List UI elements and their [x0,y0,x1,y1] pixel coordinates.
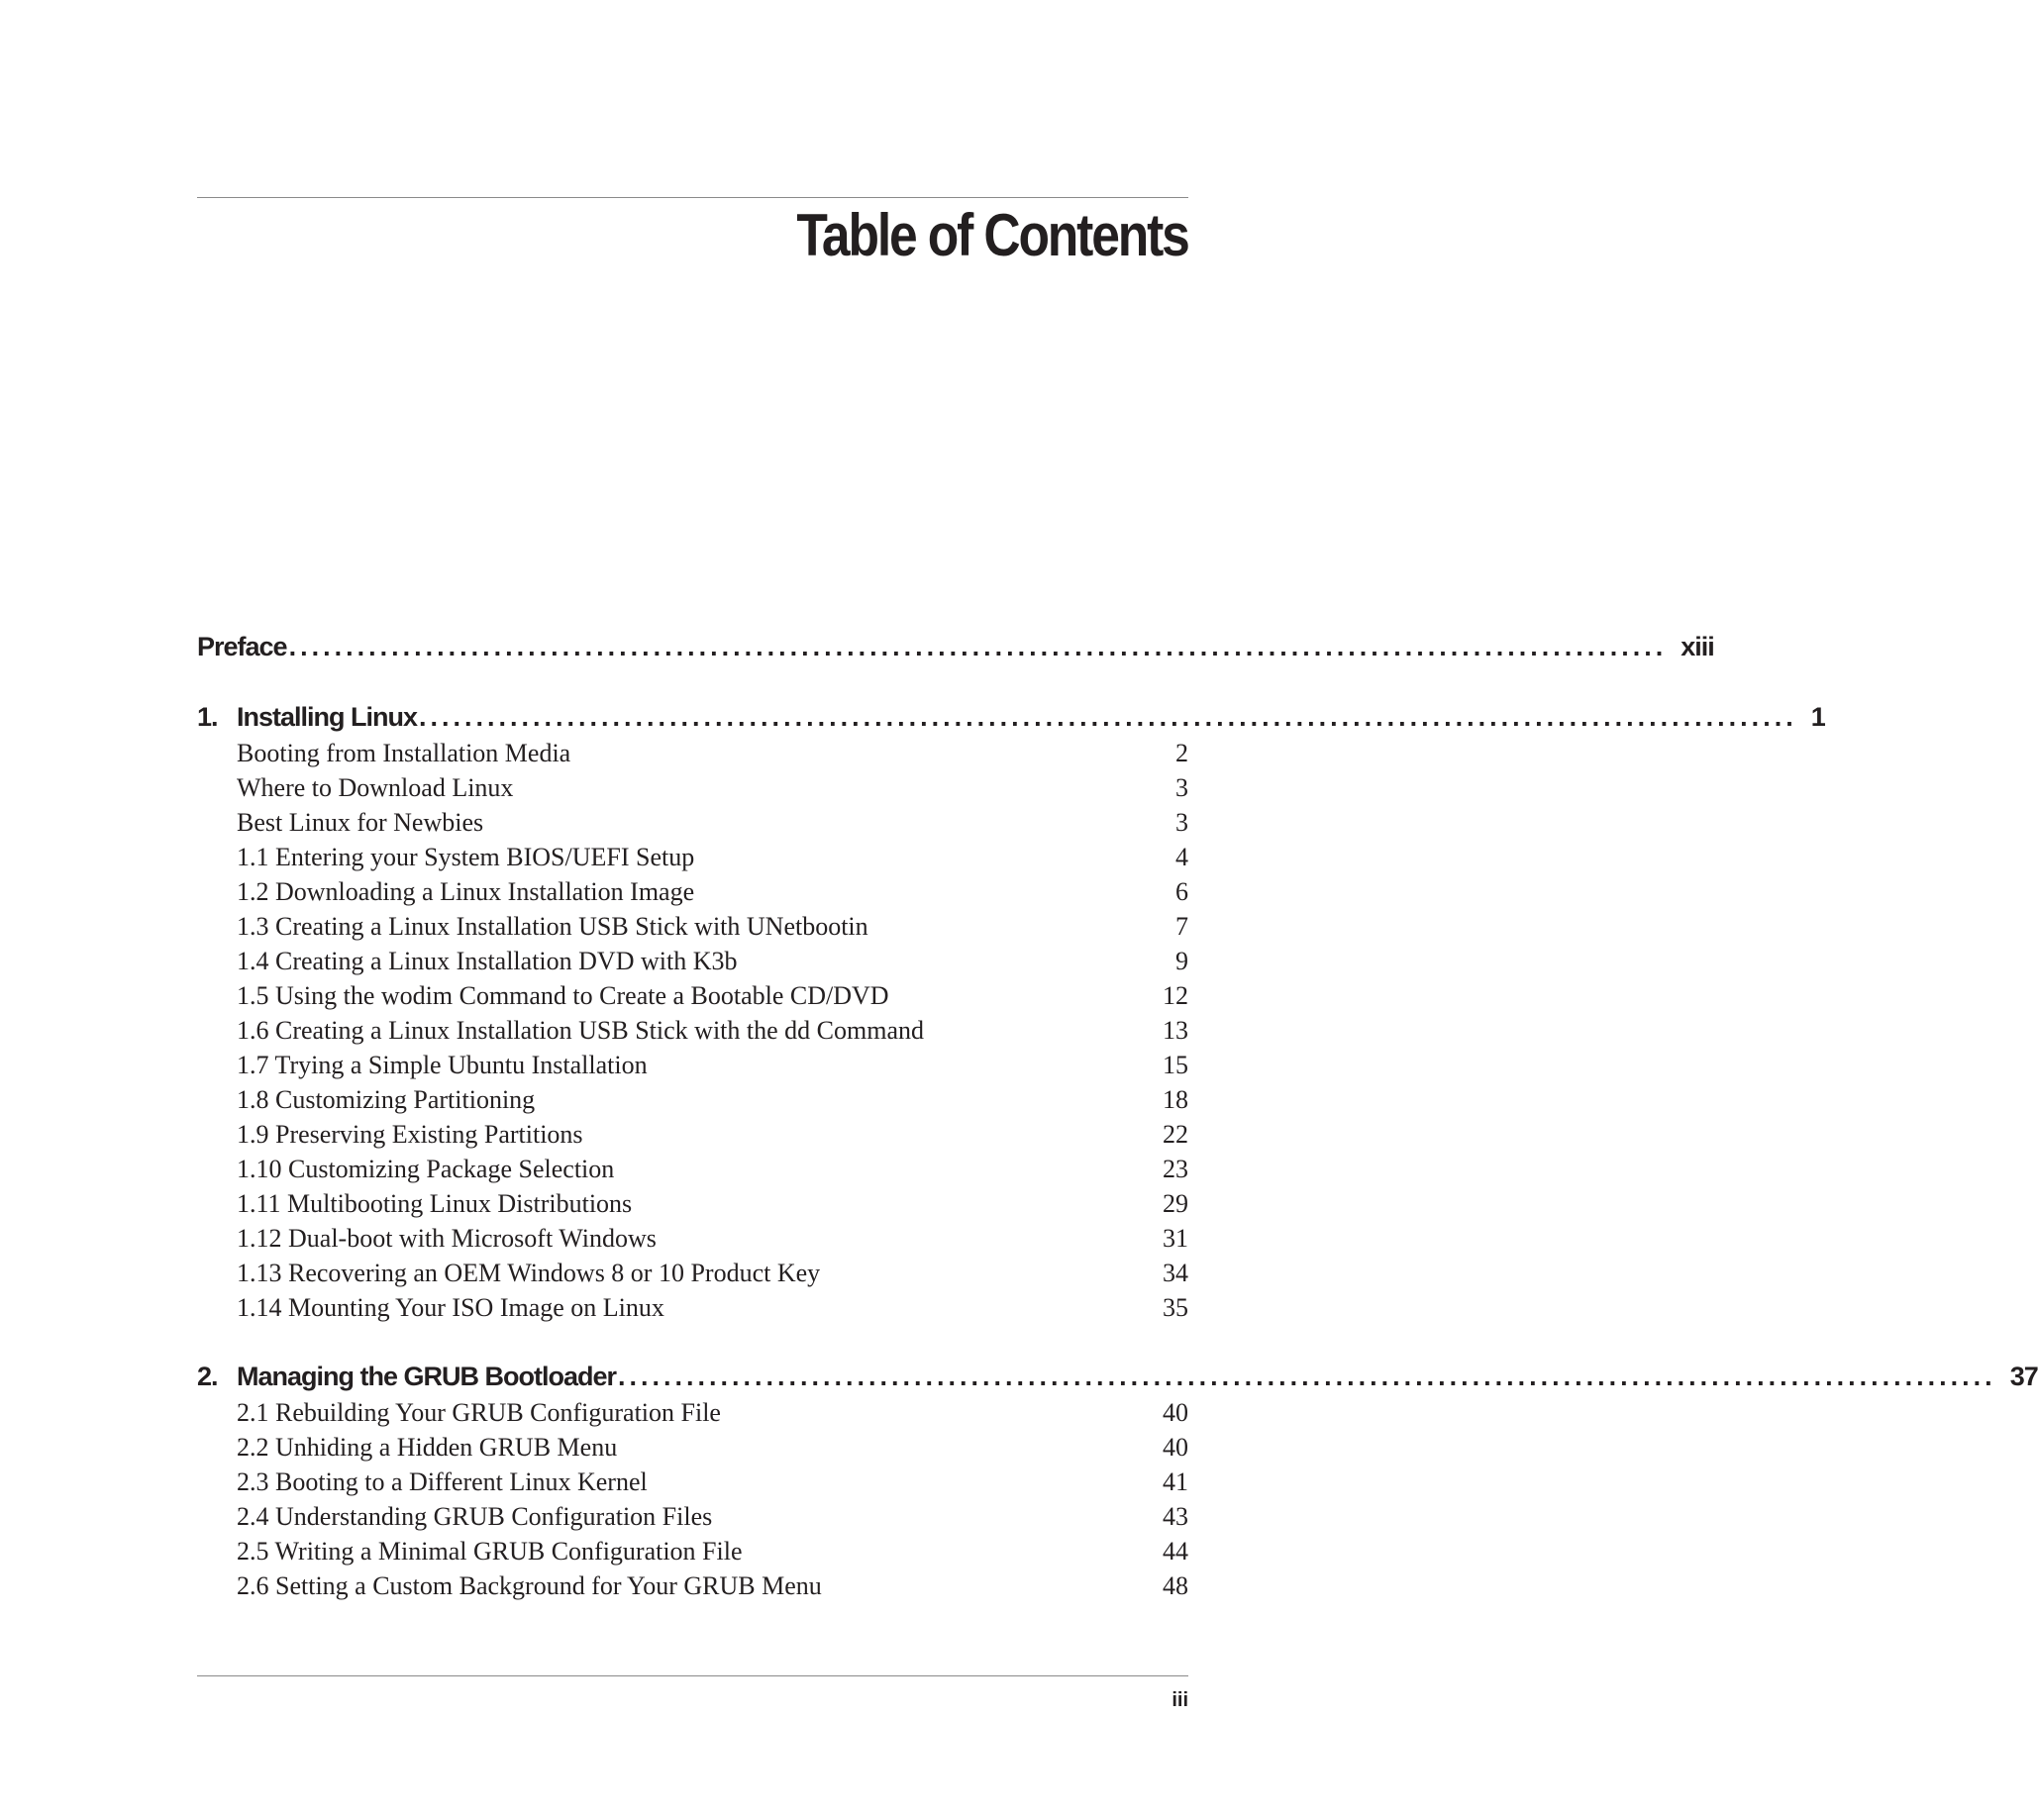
toc-section[interactable] [237,1430,1188,1465]
section-label: 1.12 Dual-boot with Microsoft Windows [237,1223,657,1253]
section-label: 1.14 Mounting Your ISO Image on Linux [237,1292,664,1322]
section-page: 3 [1175,807,1188,837]
toc-section[interactable] [237,805,1188,840]
section-label: 2.2 Unhiding a Hidden GRUB Menu [237,1432,618,1462]
preface-label: Preface [197,631,287,661]
chapter-title: Installing Linux [237,701,418,732]
section-page: 40 [1163,1432,1188,1462]
section-label: 1.3 Creating a Linux Installation USB Stick with UNetbootin [237,911,868,941]
toc-section[interactable] [237,1117,1188,1152]
section-page: 7 [1175,911,1188,941]
section-page: 9 [1175,946,1188,975]
section-page: 15 [1163,1050,1188,1079]
section-label: 2.5 Writing a Minimal GRUB Configuration File [237,1536,743,1566]
toc-section[interactable] [237,1082,1188,1117]
section-page: 34 [1163,1258,1188,1287]
dot-leader: ......................................................................................................................... [618,1361,1996,1391]
section-page: 12 [1163,980,1188,1010]
bottom-rule [197,1675,1188,1676]
chapter-page: 1 [1810,701,1825,732]
section-label: 1.13 Recovering an OEM Windows 8 or 10 Product Key [237,1258,821,1287]
section-label: 2.6 Setting a Custom Background for Your GRUB Menu [237,1570,822,1600]
dot-leader: ......................................................................................................................... [419,701,1797,732]
section-page: 29 [1163,1188,1188,1218]
toc-section[interactable] [237,1395,1188,1430]
folio-page-number: iii [1172,1689,1188,1711]
section-page: 18 [1163,1084,1188,1114]
chapter-page: 37 [2009,1361,2038,1391]
section-page: 6 [1175,876,1188,906]
section-label: Booting from Installation Media [237,738,571,767]
section-label: 1.11 Multibooting Linux Distributions [237,1188,633,1218]
section-label: Best Linux for Newbies [237,807,484,837]
chapter-title: Managing the GRUB Bootloader [237,1361,616,1391]
section-label: Where to Download Linux [237,772,514,802]
section-label: 2.3 Booting to a Different Linux Kernel [237,1466,648,1496]
section-page: 48 [1163,1570,1188,1600]
preface-page: xiii [1681,631,1714,661]
toc-section[interactable] [237,874,1188,909]
chapter-number: 1. [197,701,218,732]
section-label: 1.6 Creating a Linux Installation USB Stick with the dd Command [237,1015,924,1045]
section-page: 22 [1163,1119,1188,1149]
toc-chapter-1[interactable] [197,699,1825,735]
dot-leader: ......................................................................................................................... [288,631,1668,661]
page-title: Table of Contents [796,202,1188,268]
section-page: 35 [1163,1292,1188,1322]
section-page: 31 [1163,1223,1188,1253]
section-label: 1.4 Creating a Linux Installation DVD with K3b [237,946,738,975]
toc-section[interactable] [237,1499,1188,1534]
toc-chapter-2[interactable] [197,1359,2038,1394]
toc-section[interactable] [237,770,1188,805]
toc-section[interactable] [237,978,1188,1013]
section-page: 2 [1175,738,1188,767]
section-label: 1.1 Entering your System BIOS/UEFI Setup [237,842,695,871]
toc-section[interactable] [237,840,1188,874]
toc-entry-preface[interactable] [197,629,1714,664]
chapter-number: 2. [197,1361,218,1391]
toc-section[interactable] [237,909,1188,944]
section-label: 1.5 Using the wodim Command to Create a Bootable CD/DVD [237,980,889,1010]
section-page: 3 [1175,772,1188,802]
section-label: 1.9 Preserving Existing Partitions [237,1119,583,1149]
section-label: 1.10 Customizing Package Selection [237,1154,615,1183]
section-label: 1.2 Downloading a Linux Installation Image [237,876,695,906]
toc-section[interactable] [237,1534,1188,1568]
toc-section[interactable] [237,736,1188,770]
toc-section[interactable] [237,1568,1188,1603]
toc-section[interactable] [237,1221,1188,1256]
toc-section[interactable] [237,1465,1188,1499]
toc-section[interactable] [237,1256,1188,1290]
section-page: 13 [1163,1015,1188,1045]
section-page: 44 [1163,1536,1188,1566]
section-label: 2.1 Rebuilding Your GRUB Configuration File [237,1397,721,1427]
section-label: 1.7 Trying a Simple Ubuntu Installation [237,1050,648,1079]
toc-section[interactable] [237,1013,1188,1048]
section-page: 23 [1163,1154,1188,1183]
toc-section[interactable] [237,1152,1188,1186]
toc-section[interactable] [237,1290,1188,1325]
section-page: 43 [1163,1501,1188,1531]
section-page: 4 [1175,842,1188,871]
section-label: 2.4 Understanding GRUB Configuration Files [237,1501,713,1531]
section-label: 1.8 Customizing Partitioning [237,1084,536,1114]
toc-section[interactable] [237,944,1188,978]
toc-section[interactable] [237,1048,1188,1082]
section-page: 40 [1163,1397,1188,1427]
section-page: 41 [1163,1466,1188,1496]
toc-section[interactable] [237,1186,1188,1221]
